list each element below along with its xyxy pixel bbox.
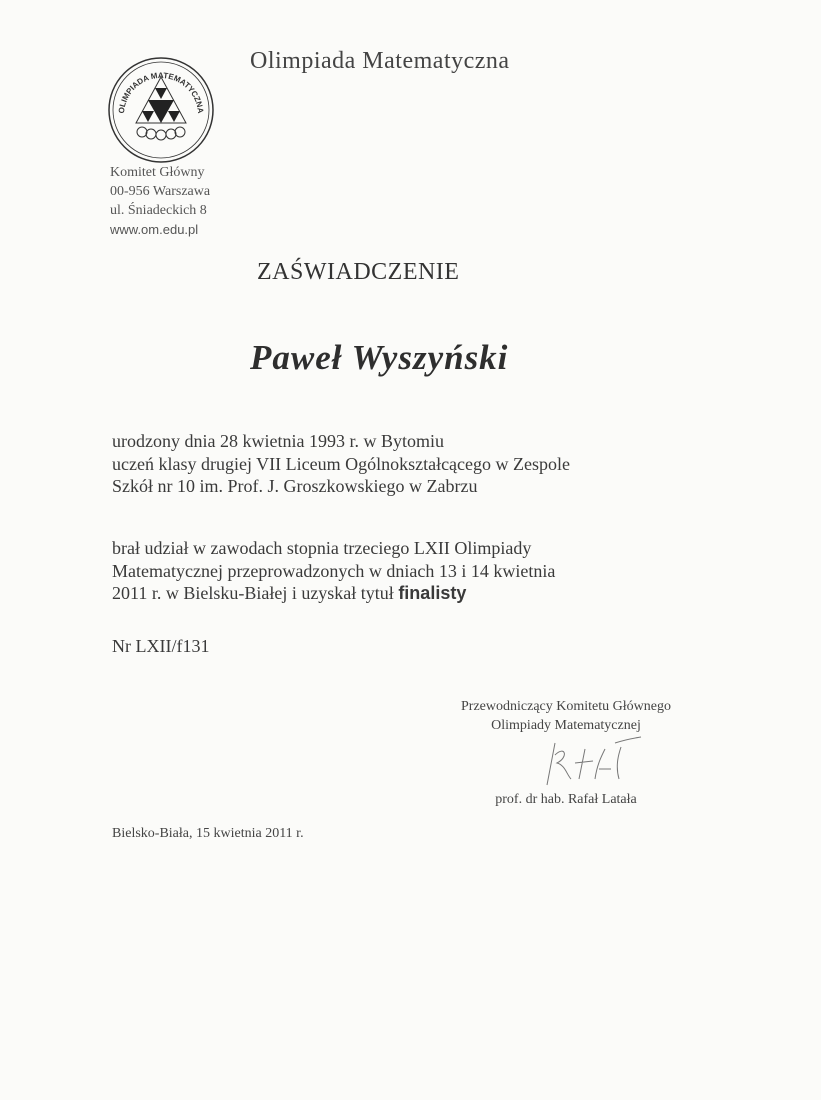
organization-title: Olimpiada Matematyczna	[250, 48, 510, 74]
document-heading: ZAŚWIADCZENIE	[257, 259, 460, 285]
text-line	[112, 582, 712, 605]
recipient-name: Paweł Wyszyński	[250, 338, 509, 377]
committee-address	[110, 163, 210, 239]
text-line: urodzony dnia 28 kwietnia 1993 r. w Bytomiu	[112, 431, 444, 451]
text-line: Szkół nr 10 im. Prof. J. Groszkowskiego w Zabrzu	[112, 476, 478, 496]
role-line: Olimpiady Matematycznej	[491, 718, 641, 733]
signatory-name: prof. dr hab. Rafał Latała	[495, 792, 637, 807]
participation-statement	[112, 537, 712, 605]
address-line: Komitet Główny	[110, 165, 205, 180]
recipient-details	[112, 430, 712, 498]
place-and-date: Bielsko-Biała, 15 kwietnia 2011 r.	[112, 826, 304, 841]
certificate-number: Nr LXII/f131	[112, 636, 210, 656]
signatory-role	[430, 697, 702, 735]
address-line: ul. Śniadeckich 8	[110, 203, 207, 218]
awarded-title: finalisty	[398, 583, 467, 603]
olympiad-logo	[106, 55, 216, 165]
address-line: 00-956 Warszawa	[110, 184, 211, 199]
text-fragment: 2011 r. w Bielsku-Białej i uzyskał tytuł	[112, 583, 399, 603]
role-line: Przewodniczący Komitetu Głównego	[461, 699, 671, 714]
svg-text:OLIMPIADA MATEMATYCZNA: OLIMPIADA MATEMATYCZNA	[116, 70, 206, 114]
text-line: Matematycznej przeprowadzonych w dniach 13 i 14 kwietnia	[112, 560, 556, 581]
website-link: www.om.edu.pl	[110, 222, 199, 237]
text-line: brał udział w zawodach stopnia trzeciego LXII Olimpiady	[112, 538, 532, 558]
handwritten-signature	[535, 735, 645, 790]
text-line: uczeń klasy drugiej VII Liceum Ogólnokształcącego w Zespole	[112, 453, 571, 474]
